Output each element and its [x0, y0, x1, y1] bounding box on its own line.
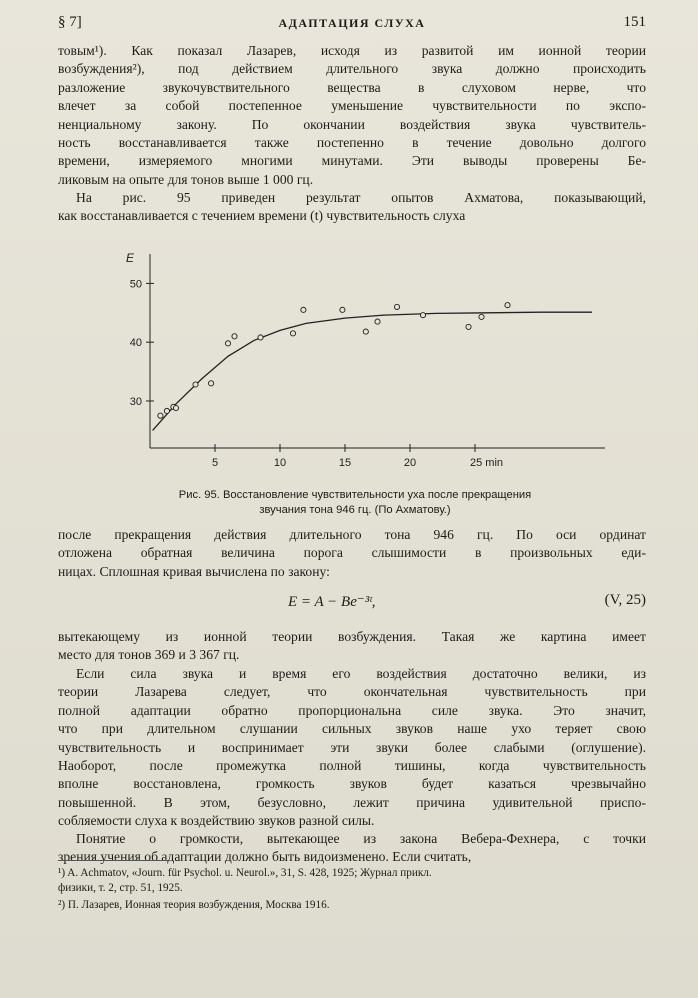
text-line: как восстанавливается с течением времени (t) чувствительность слуха	[58, 208, 466, 224]
footnote-1	[58, 866, 646, 896]
x-tick-label: 10	[273, 457, 287, 469]
paragraph-6	[58, 830, 646, 867]
figure-caption	[110, 488, 600, 518]
figure-95-chart	[100, 244, 620, 484]
text-line: повышенной. В этом, безусловно, лежит причина удивительной приспо-	[58, 794, 646, 810]
formula-expression: E = A − Be⁻³ᵗ,	[288, 594, 376, 610]
section-number: § 7]	[58, 14, 82, 30]
text-line: Понятие о громкости, вытекающее из закона Вебера-Фехнера, с точки	[76, 831, 646, 846]
data-point	[340, 307, 345, 312]
data-point	[258, 335, 263, 340]
text-line: Если сила звука и время его воздействия достаточно велики, из	[76, 666, 646, 681]
y-tick-label: 30	[129, 395, 142, 408]
data-point	[505, 303, 510, 308]
data-point	[375, 319, 380, 324]
footnote-line: ¹) A. Achmatov, «Journ. für Psychol. u. Neurol.», 31, S. 428, 1925; Журнал прикл.	[58, 867, 432, 879]
data-point	[164, 408, 169, 413]
text-line: Наоборот, после промежутка полной тишины, когда чувствительность	[58, 758, 646, 774]
data-point	[466, 324, 471, 329]
text-line: ницах. Сплошная кривая вычислена по закону:	[58, 563, 330, 579]
caption-line-2: звучания тона 946 гц. (По Ахматову.)	[259, 504, 451, 516]
y-tick-label: 40	[129, 337, 142, 350]
paragraph-5	[58, 665, 646, 831]
data-point	[193, 382, 198, 387]
text-line: полной адаптации обратно пропорциональна силе звука. Это значит,	[58, 702, 646, 718]
text-line: место для тонов 369 и 3 367 гц.	[58, 647, 240, 663]
paragraph-2	[58, 189, 646, 226]
x-tick-label: 25 min	[470, 457, 504, 469]
text-line: ликовым на опыте для тонов выше 1 000 гц.	[58, 171, 314, 187]
data-point	[301, 307, 306, 312]
data-point	[363, 329, 368, 334]
page-number: 151	[623, 14, 646, 30]
text-line: возбуждения²), под действием длительного звука должно происходить	[58, 61, 646, 77]
y-tick-label: 50	[129, 278, 142, 291]
fitted-curve	[153, 312, 592, 430]
data-point	[479, 314, 484, 319]
footnote-line: физики, т. 2, стр. 51, 1925.	[58, 882, 183, 894]
paragraph-4	[58, 628, 646, 665]
footnote-2	[58, 898, 646, 913]
text-line: ность восстанавливается также постепенно в течение довольно долгого	[58, 135, 646, 151]
running-title: АДАПТАЦИЯ СЛУХА	[278, 16, 426, 30]
running-header	[58, 14, 646, 34]
text-line: собляемости слуха к воздействию звуков разной силы.	[58, 813, 375, 829]
x-tick-label: 20	[403, 457, 417, 469]
text-line: На рис. 95 приведен результат опытов Ахматова, показывающий,	[76, 190, 646, 205]
text-line: зрения учения об адаптации должно быть видоизменено. Если считать,	[58, 849, 472, 865]
caption-line-1: Рис. 95. Восстановление чувствительности уха после прекращения	[178, 489, 532, 501]
footnote-line: ²) П. Лазарев, Ионная теория возбуждения, Москва 1916.	[58, 899, 330, 911]
text-line: после прекращения действия длительного тона 946 гц. По оси ординат	[58, 527, 646, 542]
data-point	[290, 331, 295, 336]
y-axis-label: E	[126, 251, 135, 265]
formula-number: (V, 25)	[604, 592, 646, 608]
text-line: товым¹). Как показал Лазарев, исходя из развитой им ионной теории	[58, 43, 646, 58]
text-line: чувствительность и воспринимает эти звуки более слабыми (оглушение).	[58, 739, 646, 755]
data-point	[394, 304, 399, 309]
text-line: разложение звукочувствительного вещества в слуховом нерве, что	[58, 79, 646, 95]
x-tick-label: 5	[211, 457, 219, 469]
text-line: времени, измеряемого многими минутами. Эти выводы проверены Бе-	[58, 153, 646, 169]
footnote-rule	[58, 860, 168, 861]
paragraph-1	[58, 42, 646, 189]
text-line: отложена обратная величина порога слышимости в произвольных еди-	[58, 545, 646, 561]
formula	[58, 592, 646, 614]
data-point	[225, 341, 230, 346]
data-point	[232, 334, 237, 339]
data-point	[420, 313, 425, 318]
text-line: теории Лазарева следует, что окончательная чувствительность при	[58, 684, 646, 700]
text-line: ненциальному закону. По окончании воздействия звука чувствитель-	[58, 116, 646, 132]
data-point	[158, 413, 163, 418]
data-point	[173, 405, 178, 410]
text-line: что при длительном слушании сильных звуков наше ухо теряет свою	[58, 721, 646, 737]
data-point	[209, 381, 214, 386]
text-line: вытекающему из ионной теории возбуждения. Такая же картина имеет	[58, 629, 646, 644]
text-line: вполне восстановлена, громкость звуков будет казаться чрезвычайно	[58, 776, 646, 792]
x-tick-label: 15	[338, 457, 352, 469]
text-line: влечет за собой постепенное уменьшение чувствительности по экспо-	[58, 98, 646, 114]
paragraph-3	[58, 526, 646, 581]
